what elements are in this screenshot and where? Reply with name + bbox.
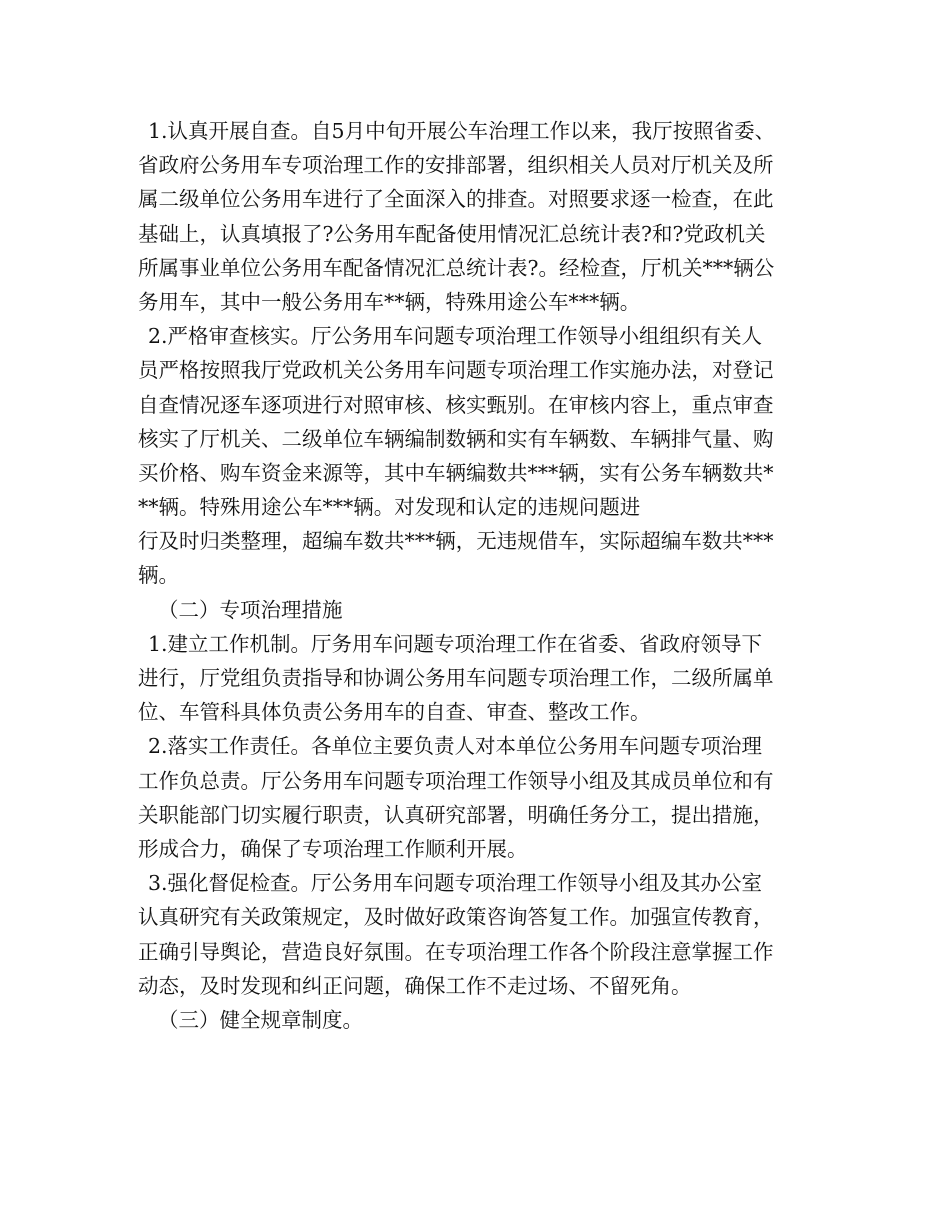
- text-line: 2.严格审查核实。厅公务用车问题专项治理工作领导小组组织有关人: [148, 324, 763, 349]
- text-line: 务用车，其中一般公务用车**辆，特殊用途公车***辆。: [138, 289, 641, 314]
- section-heading: （三）健全规章制度。: [158, 1007, 363, 1032]
- text-line: 3.强化督促检查。厅公务用车问题专项治理工作领导小组及其办公室: [148, 871, 763, 896]
- text-line: 基础上，认真填报了?公务用车配备使用情况汇总统计表?和?党政机关: [138, 221, 766, 246]
- text-line: 位、车管科具体负责公务用车的自查、审查、整改工作。: [138, 700, 651, 725]
- text-line: 自查情况逐车逐项进行对照审核、核实甄别。在审核内容上，重点审查: [138, 392, 774, 417]
- text-line: 所属事业单位公务用车配备情况汇总统计表?。经检查，厅机关***辆公: [138, 255, 775, 280]
- text-line: 工作负总责。厅公务用车问题专项治理工作领导小组及其成员单位和有: [138, 768, 774, 793]
- section-heading: （二）专项治理措施: [158, 597, 343, 622]
- text-line: 关职能部门切实履行职责，认真研究部署，明确任务分工，提出措施，: [138, 802, 774, 827]
- text-line: 1.建立工作机制。厅务用车问题专项治理工作在省委、省政府领导下: [148, 631, 763, 656]
- text-line: **辆。特殊用途公车***辆。对发现和认定的违规问题进: [138, 495, 641, 520]
- text-line: 买价格、购车资金来源等，其中车辆编数共***辆，实有公务车辆数共*: [138, 460, 774, 485]
- text-line: 行及时归类整理，超编车数共***辆，无违规借车，实际超编车数共***: [138, 529, 774, 554]
- text-line: 2.落实工作责任。各单位主要负责人对本单位公务用车问题专项治理: [148, 734, 763, 759]
- text-line: 进行，厅党组负责指导和协调公务用车问题专项治理工作，二级所属单: [138, 666, 774, 690]
- text-line: 员严格按照我厅党政机关公务用车问题专项治理工作实施办法，对登记: [138, 358, 774, 383]
- text-line: 核实了厅机关、二级单位车辆编制数辆和实有车辆数、车辆排气量、购: [138, 426, 774, 451]
- text-line: 正确引导舆论，营造良好氛围。在专项治理工作各个阶段注意掌握工作: [138, 939, 774, 964]
- text-line: 动态，及时发现和纠正问题，确保工作不走过场、不留死角。: [138, 973, 692, 998]
- document-body: [138, 114, 828, 1037]
- text-line: 1.认真开展自查。自5月中旬开展公车治理工作以来，我厅按照省委、: [148, 119, 776, 143]
- text-line: 省政府公务用车专项治理工作的安排部署，组织相关人员对厅机关及所: [138, 153, 774, 178]
- text-line: 认真研究有关政策规定，及时做好政策咨询答复工作。加强宣传教育，: [138, 905, 774, 930]
- text-line: 辆。: [138, 563, 179, 588]
- text-line: 形成合力，确保了专项治理工作顺利开展。: [138, 836, 528, 861]
- text-line: 属二级单位公务用车进行了全面深入的排查。对照要求逐一检查，在此: [138, 187, 774, 212]
